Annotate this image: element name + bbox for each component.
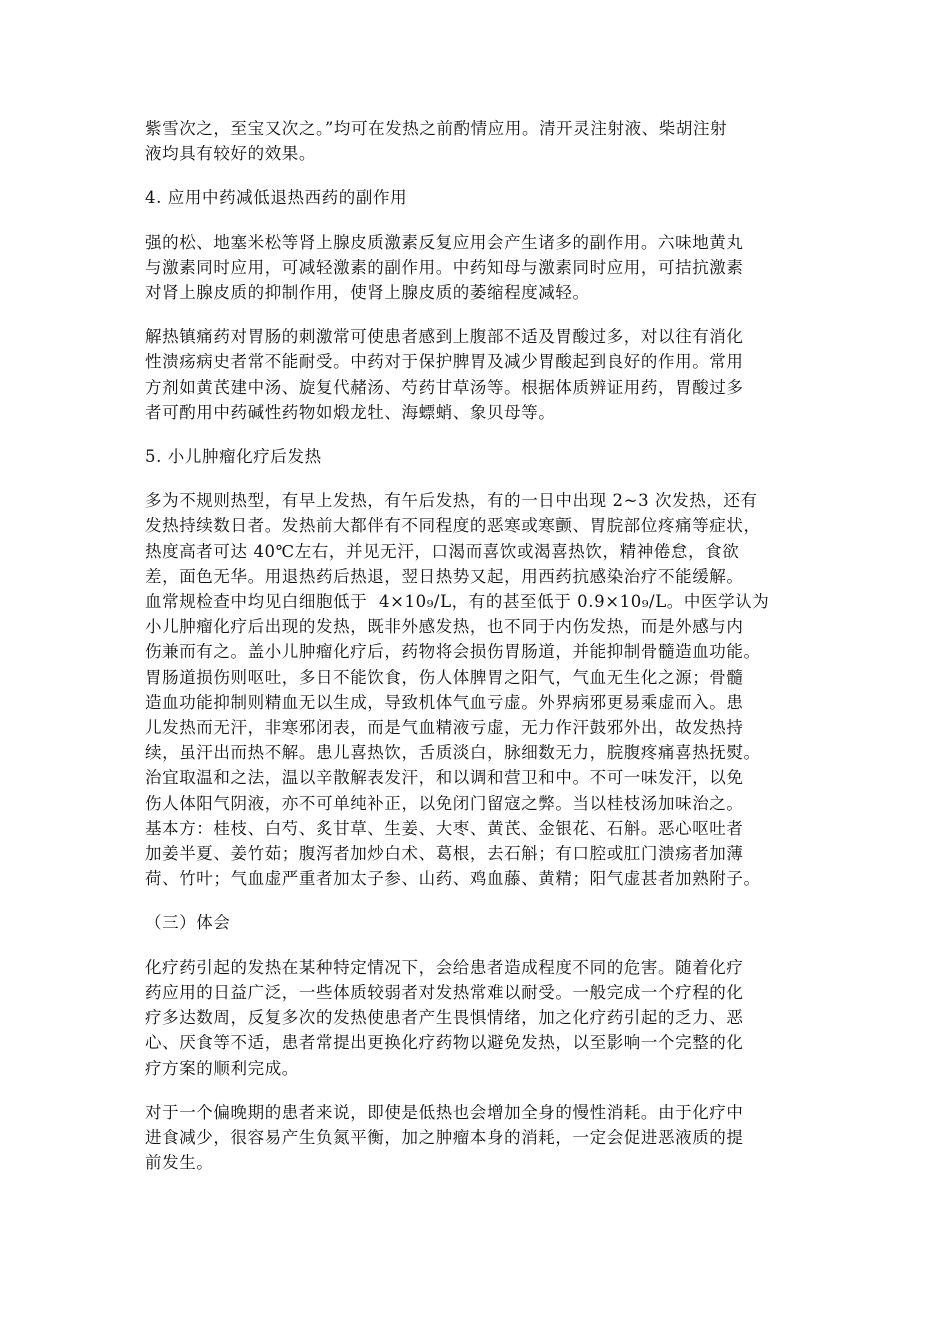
paragraph-chemo-fever-harm: 化疗药引起的发热在某种特定情况下，会给患者造成程度不同的危害。随着化疗 药应用的日益广泛，一些体质较弱者对发热常难以耐受。一般完成一个疗程的化 疗多达数周，反复多次的发热使患者产生畏惧情绪，加之化疗药引起的乏力、恶 心、厌食等不适，患者常提出更换化疗药物以避免发热，以至影响一个完整的化 疗方案的顺利完成。: [145, 957, 744, 1078]
paragraph-antipyretic-stomach: 解热镇痛药对胃肠的刺激常可使患者感到上腹部不适及胃酸过多，对以往有消化 性溃疡病史者常不能耐受。中药对于保护脾胃及减少胃酸起到良好的作用。常用 方剂如黄芪建中汤、旋复代赭汤、芍药甘草汤等。根据体质辨证用药，胃酸过多 者可酌用中药碱性药物如煅龙牡、海螵蛸、象贝母等。: [145, 327, 744, 422]
document-page: [145, 116, 809, 1175]
section-heading-4: 4. 应用中药减低退热西药的副作用: [145, 188, 408, 208]
paragraph-hormone-side-effects: 强的松、地塞米松等肾上腺皮质激素反复应用会产生诸多的副作用。六味地黄丸 与激素同时应用，可减轻激素的副作用。中药知母与激素同时应用，可拮抗激素 对肾上腺皮质的抑制作用，使肾上腺皮质的萎缩程度减轻。: [145, 232, 744, 303]
paragraph-late-stage-consumption: 对于一个偏晚期的患者来说，即使是低热也会增加全身的慢性消耗。由于化疗中 进食减少，很容易产生负氮平衡，加之肿瘤本身的消耗，一定会促进恶液质的提 前发生。: [145, 1102, 744, 1173]
paragraph-zixue: 紫雪次之，至宝又次之。”均可在发热之前酌情应用。清开灵注射液、柴胡注射 液均具有较好的效果。: [145, 119, 728, 164]
section-heading-5: 5. 小儿肿瘤化疗后发热: [145, 447, 322, 467]
section-heading-experience: （三）体会: [145, 913, 231, 933]
paragraph-pediatric-fever: 多为不规则热型，有早上发热，有午后发热，有的一日中出现 2~3 次发热，还有 发热持续数日者。发热前大都伴有不同程度的恶寒或寒颤、胃脘部位疼痛等症状， 热度高者可达 40℃左右，并见无汗，口渴而喜饮或渴喜热饮，精神倦怠，食欲 差，面色无华。用退热药后热退，翌日热势又起，用西药抗感染治疗不能缓解。 血常规检查中均见白细胞低于 4×10₉/L，有的甚至低于 0.9×10₉/L。中医学认为 小儿肿瘤化疗后出现的发热，既非外感发热，也不同于内伤发热，而是外感与内 伤兼而有之。盖小儿肿瘤化疗后，药物将会损伤胃肠道，并能抑制骨髓造血功能。 胃肠道损伤则呕吐，多日不能饮食，伤人体脾胃之阳气，气血无生化之源；骨髓 造血功能抑制则精血无以生成，导致机体气血亏虚。外界病邪更易乘虚而入。患 儿发热而无汗，非寒邪闭表，而是气血精液亏虚，无力作汗鼓邪外出，故发热持 续，虽汗出而热不解。患儿喜热饮，舌质淡白，脉细数无力，脘腹疼痛喜热抚熨。 治宜取温和之法，温以辛散解表发汗，和以调和营卫和中。不可一味发汗，以免 伤人体阳气阴液，亦不可单纯补正，以免闭门留寇之弊。当以桂枝汤加味治之。 基本方：桂枝、白芍、炙甘草、生姜、大枣、黄芪、金银花、石斛。恶心呕吐者 加姜半夏、姜竹茹；腹泻者加炒白术、葛根，去石斛；有口腔或肛门溃疡者加薄 荷、竹叶；气血虚严重者加太子参、山药、鸡血藤、黄精；阳气虚甚者加熟附子。: [145, 491, 770, 889]
